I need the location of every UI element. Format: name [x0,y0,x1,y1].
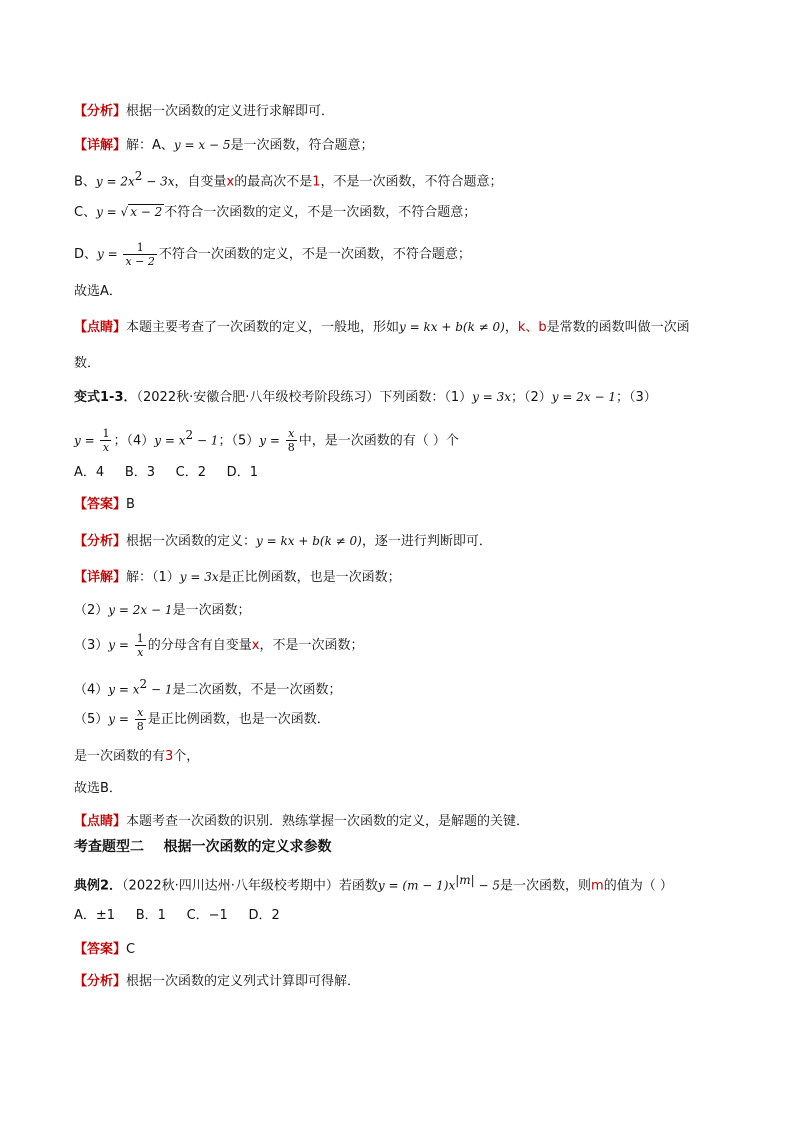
variant-label: 变式1-3． [74,390,137,405]
detail-4-formula-b: − 1 [147,682,173,697]
detail-5-text: 是正比例函数，也是一次函数． [147,712,330,727]
variant-detail-line-3 [74,628,363,663]
detail-3-numerator: 1 [136,632,144,645]
comment-tag: 【点睛】 [74,320,127,335]
detail-2-formula: y = 2x − 1 [108,603,173,617]
detail-b-prefix: B、 [74,174,96,190]
variant-detail-line-4 [74,675,342,699]
detail-4-text: 是二次函数，不是一次函数； [172,682,342,698]
comment-formula: y = kx + b(k ≠ 0) [399,320,505,334]
detail-4-formula-a: y = x [108,682,140,697]
variant-source: （2022秋·安徽合肥·八年级校考阶段练习） [136,390,380,405]
example-analysis-tag: 【分析】 [74,974,127,989]
section-title: 考查题型二 根据一次函数的定义求参数 [74,839,332,855]
example-answer-tag: 【答案】 [74,942,127,957]
variant-analysis-tag: 【分析】 [74,534,127,549]
detail-2-prefix: （2） [74,603,109,618]
variant-analysis-formula: y = kx + b(k ≠ 0) [256,534,362,548]
detail-line-b [74,167,503,191]
count-number: 3 [165,749,174,764]
count-text-b: 个， [173,749,200,764]
comment-text-c: 数． [74,356,101,371]
detail-5-prefix: （5） [74,712,109,727]
variant-stem-a: 下列函数：（1） [379,390,473,405]
example-stem-b: 是一次函数，则 [500,878,592,894]
detail-tag: 【详解】 [74,138,127,153]
comment-sep: ， [504,320,518,335]
formula-b-part2: − 3x [142,174,175,189]
detail-d-text: 不符合一次函数的定义，不是一次函数，不符合题意； [158,247,471,262]
variant-analysis-b: ，逐一进行判断即可． [361,534,492,549]
function-3-denominator: x [102,441,110,455]
detail-5-lhs: y = [108,712,133,726]
function-5-denominator: 8 [287,441,295,455]
function-4-a: y = x [154,433,186,448]
variant-count-line [74,748,199,766]
example-formula-exponent: |m| [455,873,475,887]
variant-options-line [74,464,258,482]
variant-analysis-line [74,532,492,551]
sqrt-expression: √ x − 2 [120,205,163,219]
degree-one: 1 [312,174,321,190]
fraction-d [123,241,156,268]
detail-3-fraction [135,632,146,659]
detail-3-denominator: x [137,646,144,659]
formula-d-lhs: y = [97,247,122,261]
function-5-numerator: x [286,427,297,441]
function-4-exponent: 2 [185,428,194,442]
detail-1-formula: y = 3x [179,570,219,584]
detail-2-text: 是一次函数； [172,603,251,618]
detail-line-a [74,136,374,155]
variant-answer-line [74,496,135,514]
detail-3-variable: x [251,638,260,653]
formula-b-part1: y = 2x [95,174,135,189]
function-3-lhs: y = [74,433,99,448]
fraction-d-denominator: x − 2 [125,255,155,268]
detail-1-text: 是正比例函数，也是一次函数； [218,570,401,585]
variant-stem-line-1 [74,388,657,407]
detail-3-lhs: y = [108,638,133,652]
variant-options: A．4 B．3 C．2 D．1 [74,465,258,480]
example-formula-a: y = (m − 1)x [377,878,456,893]
variant-comment-tag: 【点睛】 [74,814,127,829]
detail-4-prefix: （4） [74,682,109,698]
example-label: 典例2． [74,878,123,894]
sqrt-radicand: x − 2 [130,205,163,219]
function-4-b: − 1 [193,433,219,448]
sep-1: ；（2） [511,390,552,405]
function-2: y = 2x − 1 [551,390,616,404]
detail-3-prefix: （3） [74,638,109,653]
comment-text-b: 是常数的函数叫做一次函 [546,320,690,335]
variant-stem-line-2 [74,418,459,458]
sep-2: ；（3） [615,390,657,405]
detail-line-d [74,237,471,272]
analysis-text: 根据一次函数的定义进行求解即可． [126,104,335,119]
variant-comment-line [74,813,529,831]
answer-tag: 【答案】 [74,497,127,512]
detail-a-prefix: 解：A、 [126,138,174,153]
detail-3-mid: 的分母含有自变量 [147,638,252,653]
sep-3: ；（4） [113,433,155,449]
variable-x: x [226,174,235,190]
comment-line-2 [74,355,100,373]
formula-b-exponent: 2 [134,169,143,183]
detail-5-numerator: x [135,706,146,720]
sep-4: ；（5） [218,433,260,449]
fraction-d-numerator: 1 [123,241,156,255]
count-text-a: 是一次函数的有 [74,749,166,764]
example-stem-a: 若函数 [338,878,378,894]
variant-detail-line-1 [74,568,401,587]
function-5-fraction [286,427,297,454]
example-m: m [591,878,604,894]
variant-answer: B [126,497,135,512]
variant-detail-line-2 [74,601,250,620]
example-stem-c: 的值为（ ） [603,878,673,894]
detail-3-text: ，不是一次函数； [259,638,364,653]
choose-line [74,283,122,301]
example-answer: C [126,942,136,957]
detail-4-exponent: 2 [139,677,148,691]
detail-c-prefix: C、 [74,205,97,220]
detail-c-text: 不符合一次函数的定义，不是一次函数，不符合题意； [164,205,477,220]
detail-5-fraction [135,706,146,733]
detail-a-text: 是一次函数，符合题意； [230,138,374,153]
analysis-line [74,103,334,121]
function-3-fraction [100,427,111,454]
variant-choose: 故选B． [74,781,122,796]
detail-1-prefix: 解：（1） [126,570,180,585]
variant-comment-text: 本题考查一次函数的识别．熟练掌握一次函数的定义，是解题的关键． [126,814,530,829]
example-source: （2022秋·四川达州·八年级校考期中） [122,878,339,894]
example-answer-line [74,941,135,959]
example-analysis-text: 根据一次函数的定义列式计算即可得解． [126,974,361,989]
detail-b-text: ，不是一次函数，不符合题意； [320,174,503,190]
detail-d-prefix: D、 [74,247,98,262]
detail-b-mid2: 的最高次不是 [234,174,313,190]
comment-line [74,318,690,337]
formula-a: y = x − 5 [173,138,231,152]
formula-c-lhs: y = [96,205,121,219]
example-options-line [74,907,280,925]
detail-5-denominator: 8 [136,720,144,733]
analysis-tag: 【分析】 [74,104,127,119]
example-stem-line [74,871,673,895]
variant-analysis-a: 根据一次函数的定义： [126,534,257,549]
example-analysis-line [74,973,360,991]
variant-stem-b: 中，是一次函数的有（ ）个 [298,433,459,449]
function-3-numerator: 1 [102,427,110,441]
function-1: y = 3x [472,390,512,404]
variant-choose-line [74,780,122,798]
example-formula-b: − 5 [474,878,501,893]
detail-line-c [74,203,476,222]
example-options: A．±1 B．1 C．−1 D．2 [74,908,280,923]
detail-b-mid1: ，自变量 [174,174,227,190]
variant-detail-line-5 [74,702,330,737]
comment-text-a: 本题主要考查了一次函数的定义，一般地，形如 [126,320,400,335]
choose-text: 故选A． [74,284,122,299]
function-5-lhs: y = [259,433,284,448]
variant-detail-tag: 【详解】 [74,570,127,585]
comment-kb: k、b [517,320,547,335]
